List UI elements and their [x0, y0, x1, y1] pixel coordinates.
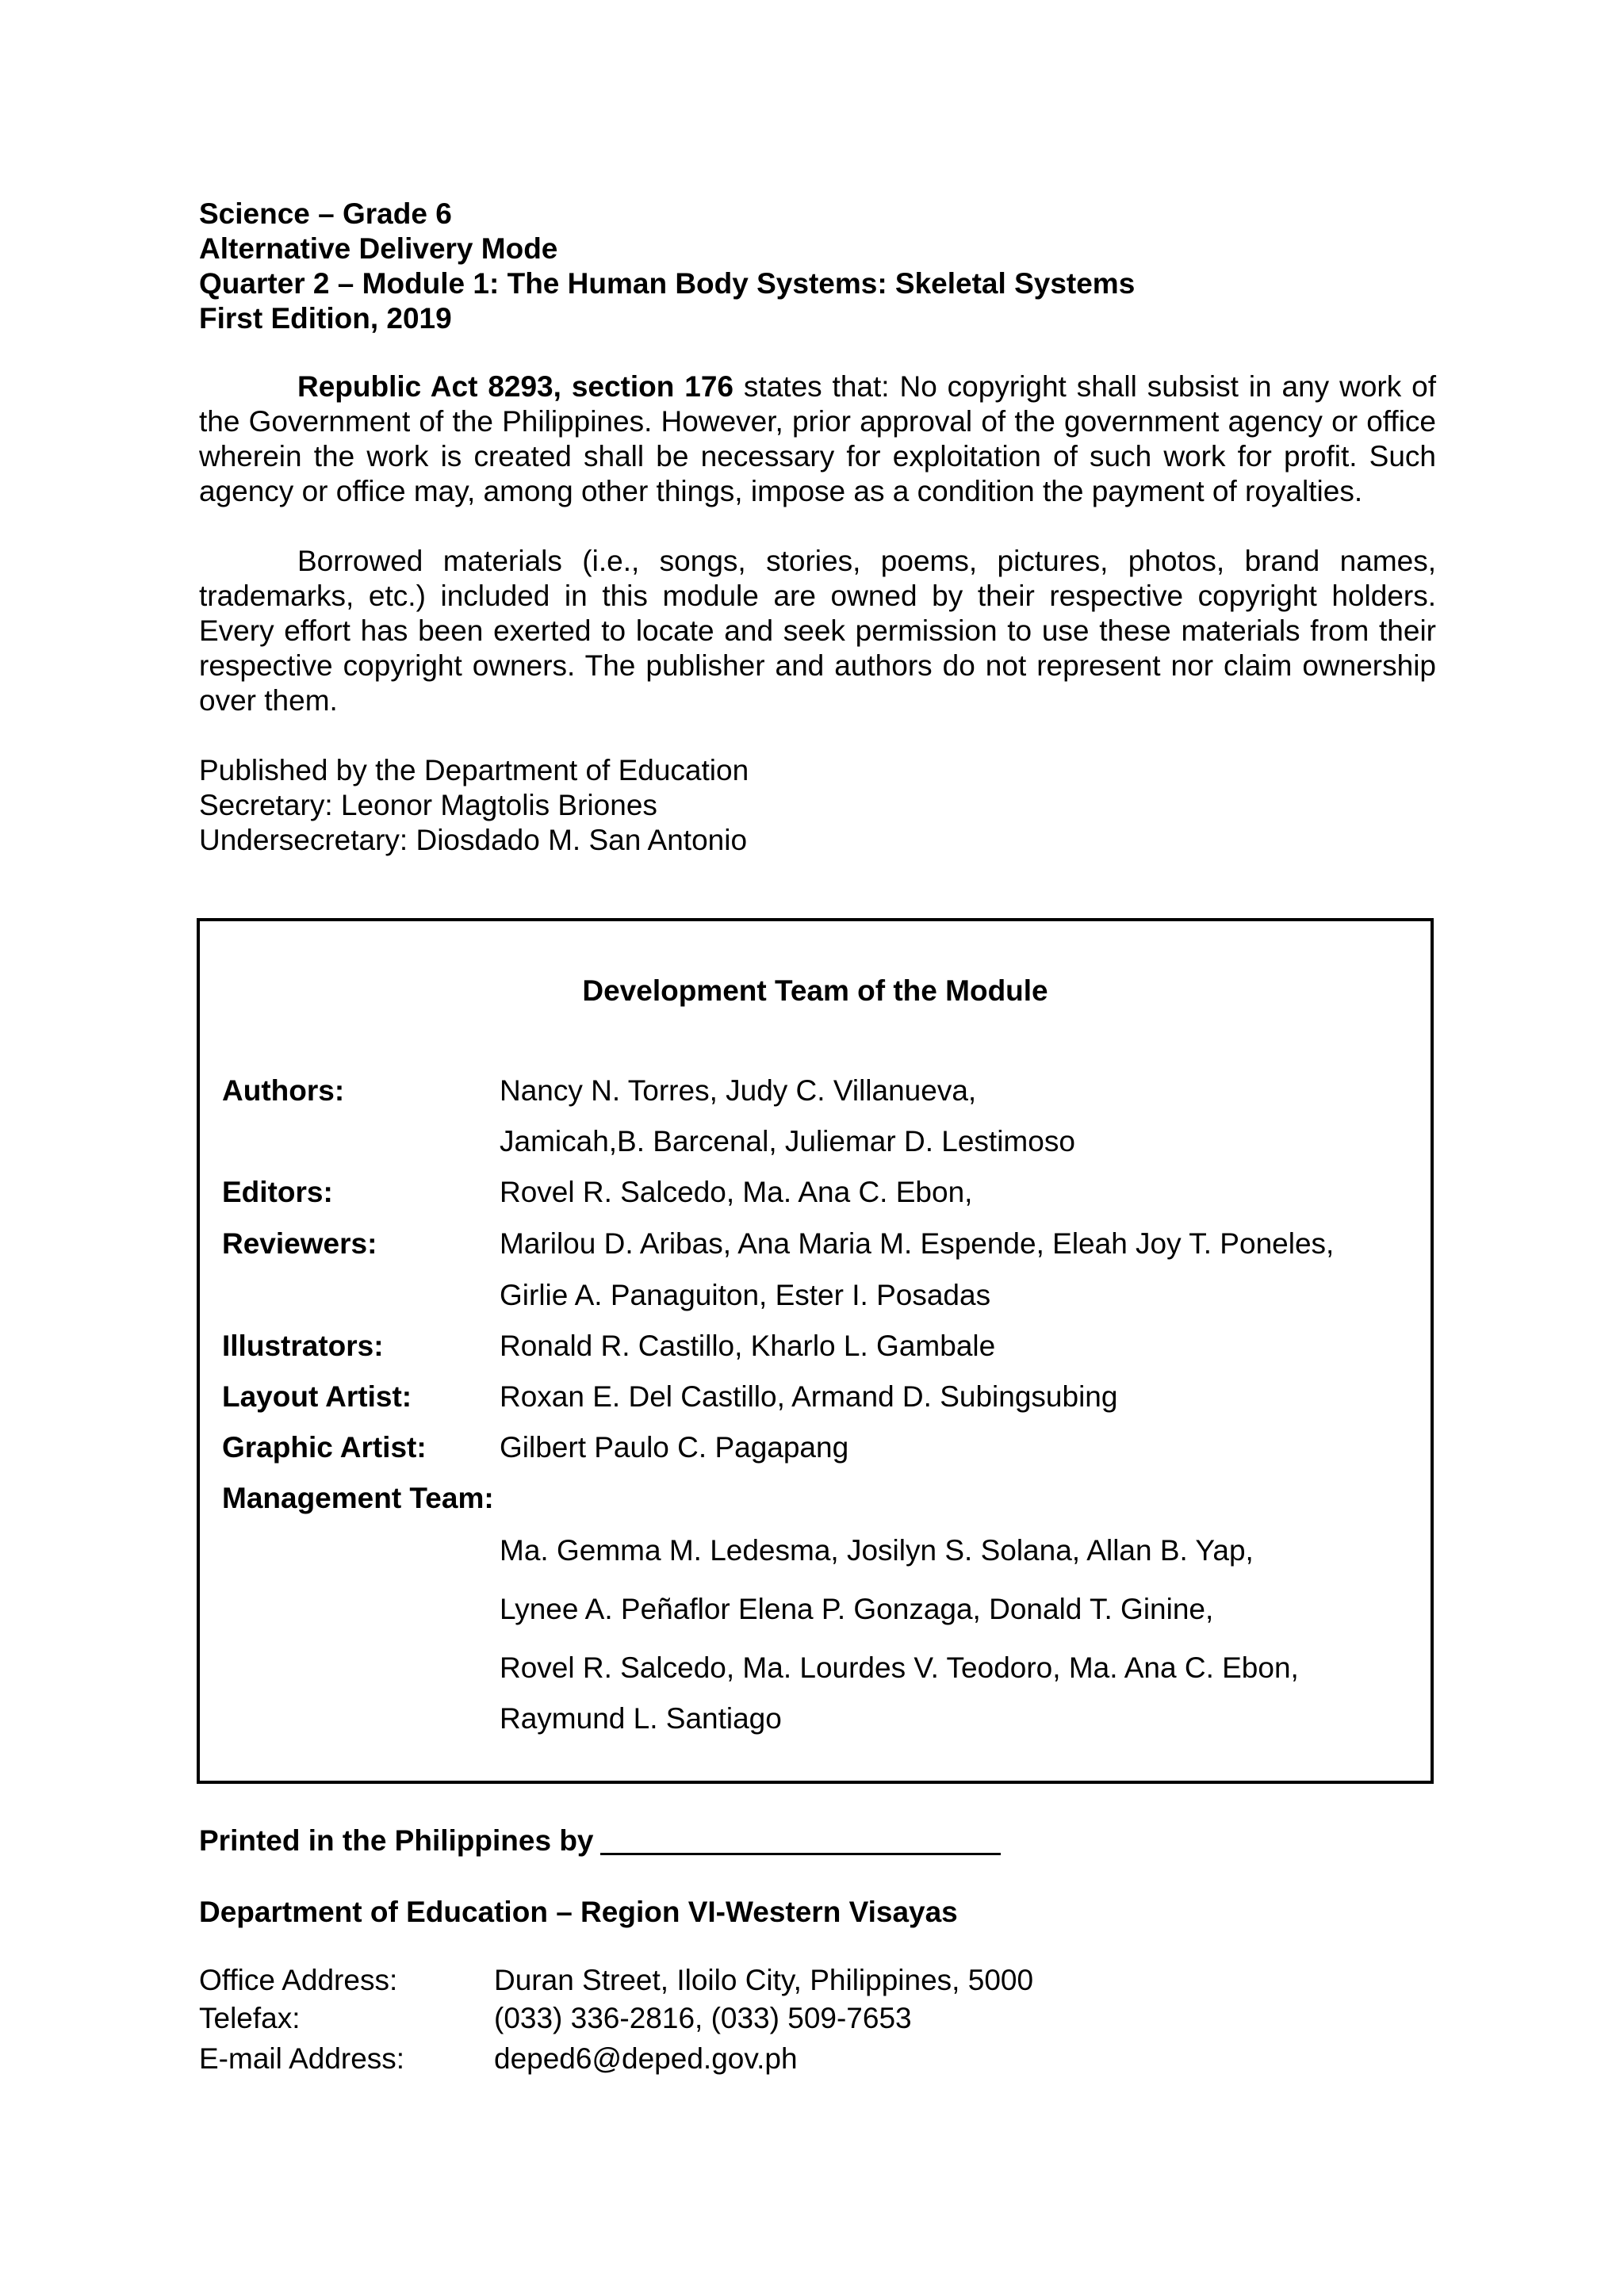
contact-label: Office Address: [199, 1964, 398, 1996]
module-header [199, 197, 1436, 336]
team-role-label: Editors: [222, 1176, 333, 1208]
team-names: Nancy N. Torres, Judy C. Villanueva, [500, 1074, 977, 1107]
subject-grade: Science – Grade 6 [199, 197, 452, 230]
contact-label: E-mail Address: [199, 2042, 405, 2075]
team-role-label: Management Team: [222, 1482, 494, 1514]
contact-value: (033) 336-2816, (033) 509-7653 [494, 2002, 912, 2034]
republic-act-paragraph [199, 369, 1436, 509]
contact-label: Telefax: [199, 2002, 301, 2034]
team-names: Roxan E. Del Castillo, Armand D. Subingsubing [500, 1380, 1118, 1413]
team-role-label: Reviewers: [222, 1227, 377, 1260]
team-names: Gilbert Paulo C. Pagapang [500, 1431, 849, 1464]
team-role-label: Authors: [222, 1074, 345, 1107]
published-by: Published by the Department of Education [199, 754, 749, 786]
team-names: Marilou D. Aribas, Ana Maria M. Espende, Eleah Joy T. Poneles, [500, 1227, 1335, 1260]
team-role-label: Illustrators: [222, 1330, 384, 1362]
printer-blank-underline [600, 1853, 1001, 1855]
team-names: Rovel R. Salcedo, Ma. Ana C. Ebon, [500, 1176, 973, 1208]
republic-act-text: states that: No copyright shall subsist in any work of the Government of the Philippines. However, prior approval of the government agency or office wherein the work is created shall be necessary for exploitation of such work for profit. Such agency or office may, among other things, impose as a condition the payment of royalties. [199, 370, 1436, 507]
republic-act-citation: Republic Act 8293, section 176 [297, 370, 734, 403]
regional-office-name: Department of Education – Region VI-Western Visayas [199, 1896, 958, 1928]
team-names: Ma. Gemma M. Ledesma, Josilyn S. Solana, Allan B. Yap, [500, 1534, 1254, 1567]
development-team-box [197, 918, 1434, 1784]
borrowed-materials-paragraph: Borrowed materials (i.e., songs, stories, poems, pictures, photos, brand names, trademarks, etc.) included in this module are owned by their respective copyright holders. Every effort has been exerted to locate and seek permission to use these materials from their respective copyright owners. The publisher and authors do not represent nor claim ownership over them. [199, 545, 1436, 717]
module-title: Quarter 2 – Module 1: The Human Body Systems: Skeletal Systems [199, 267, 1136, 300]
publisher-info [199, 753, 1436, 858]
secretary: Secretary: Leonor Magtolis Briones [199, 789, 657, 821]
undersecretary: Undersecretary: Diosdado M. San Antonio [199, 824, 748, 856]
printed-by-line [199, 1823, 1001, 1858]
team-title: Development Team of the Module [582, 974, 1048, 1007]
delivery-mode: Alternative Delivery Mode [199, 232, 558, 265]
edition: First Edition, 2019 [199, 302, 452, 335]
team-names: Girlie A. Panaguiton, Ester I. Posadas [500, 1279, 991, 1311]
team-names: Rovel R. Salcedo, Ma. Lourdes V. Teodoro, Ma. Ana C. Ebon, [500, 1651, 1299, 1684]
team-names: Raymund L. Santiago [500, 1702, 782, 1735]
team-names: Jamicah,B. Barcenal, Juliemar D. Lestimoso [500, 1125, 1075, 1158]
printed-by-label: Printed in the Philippines by [199, 1824, 594, 1857]
team-names: Lynee A. Peñaflor Elena P. Gonzaga, Donald T. Ginine, [500, 1593, 1214, 1625]
team-names: Ronald R. Castillo, Kharlo L. Gambale [500, 1330, 996, 1362]
team-role-label: Graphic Artist: [222, 1431, 427, 1464]
team-role-label: Layout Artist: [222, 1380, 412, 1413]
contact-value: Duran Street, Iloilo City, Philippines, 5000 [494, 1964, 1034, 1996]
email-address: deped6@deped.gov.ph [494, 2042, 798, 2075]
